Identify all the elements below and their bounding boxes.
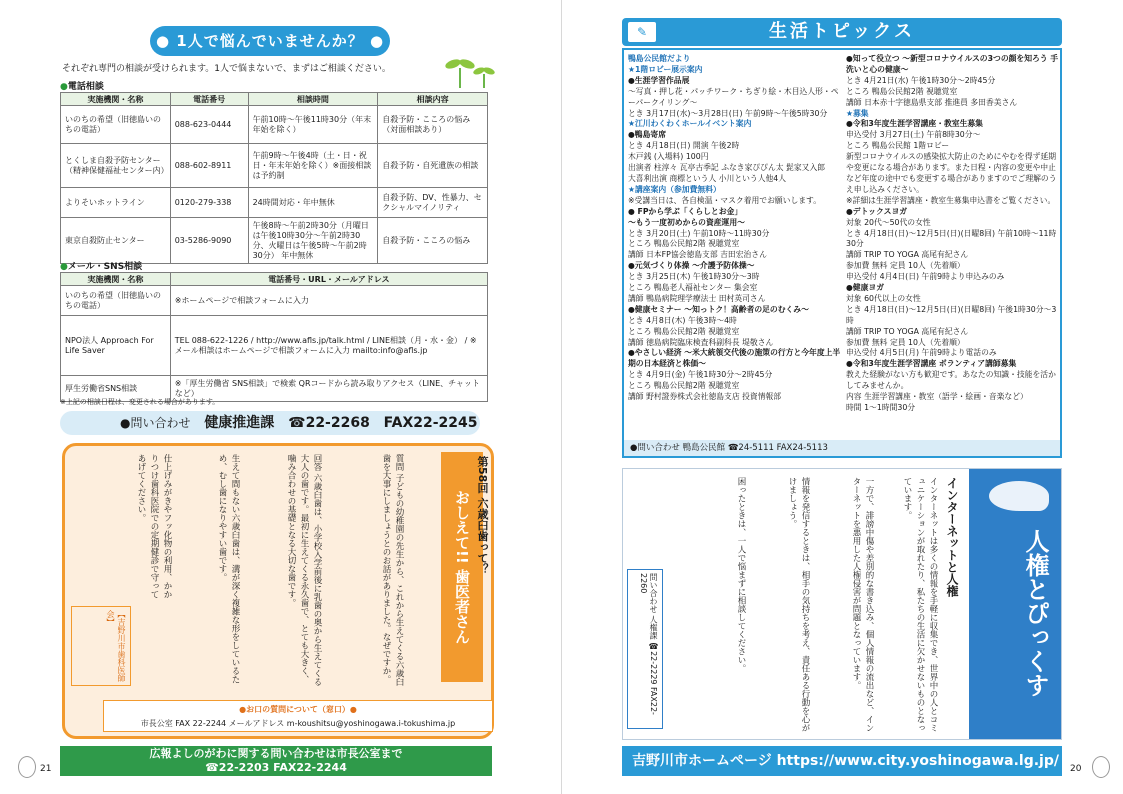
schedule-note: ※上記の相談日程は、変更される場合があります。 [60,398,220,406]
topics-box [622,48,1062,458]
pr-inquiry-footer: 広報よしのがわに関する問い合わせは市長公室まで ☎22-2203 FAX22-2244 [60,746,492,776]
sprout-icon [440,48,500,88]
event-detail: ※受講当日は、各自検温・マスク着用でお願いします。 [628,195,822,205]
dentist-column-subtitle: 第58回 六歳臼歯って？ [476,456,489,575]
topics-column-left [628,54,842,403]
table-cell: いのちの希望（旧徳島いのちの電話） [61,106,171,144]
event-detail: 申込受付 3月27日(土) 午前8時30分～ [846,130,981,140]
event-title: ●デトックスヨガ [846,206,908,216]
event-detail: ところ 鴨島公民館 1階ロビー [846,141,950,151]
table-cell: 自殺予防・こころの悩み [378,218,488,264]
phone-consult-table [60,92,488,264]
dentist-column [62,443,494,739]
event-detail: とき 3月25日(木) 午後1時30分～3時 [628,272,760,282]
column-header: 相談内容 [378,93,488,106]
topics-header: ✎ 生活トピックス [622,18,1062,46]
lead-text: それぞれ専門の相談が受けられます。1人で悩まないで、まずはご相談ください。 [62,64,391,74]
dental-association-label: 【吉野川市歯科医師会】 [71,606,131,686]
event-title: ●健康ヨガ [846,283,884,293]
table-cell: 午前9時～午後4時（土・日・祝日・年末年始を除く）※面接相談は予約制 [248,144,378,188]
event-detail: 内容 生涯学習講座・教室（語学・絵画・音楽など） [846,392,1028,402]
city-website-link[interactable]: 吉野川市ホームページ https://www.city.yoshinogawa.lg.jp/ [622,746,1062,776]
topics-heading: ★募集 [846,108,869,118]
topics-column-right [846,54,1060,414]
table-cell: ※「厚生労働省 SNS相談」で検索 QRコードから読み取りアクセス（LINE、チャットなど） [170,376,487,402]
human-rights-text: インターネットは多くの情報を手軽に収集でき、世界中の人とコミュニケーションが取れたり、私たちの生活に欠かせないものとなっています。 [902,477,938,732]
table-row [61,218,488,264]
event-detail: 講師 野村證券株式会社徳島支店 投資情報部 [628,392,782,402]
event-detail: 教えた経験がない方も歓迎です。あなたの知識・技能を活かしてみませんか。 [846,370,1056,391]
dentist-column-text: 回答 六歳臼歯は、小学校入学前後に乳歯の奥から生えてくる大人の歯です。最初に生えてくる永久歯で、とても大きく、噛み合わせの基礎となる大切な歯です。 [286,454,322,687]
dentist-column-text: 生えて間もない六歳臼歯は、溝が深く複雑な形をしているため、むし歯になりやすい歯です。 [217,454,240,684]
inquiry-fax: FAX22-2245 [383,415,478,431]
event-detail: 講師 TRIP TO YOGA 高尾有紀さん [846,250,969,260]
human-rights-text: 一方で、誹謗中傷や差別的な書き込み、個人情報の流出など、インターネットを悪用した人権侵害が問題となっています。 [851,477,874,732]
table-cell: TEL 088-622-1226 / http://www.afls.jp/talk.html / LINE相談（月・水・金） / ※メール相談はホームページで相談フォームに入力 mailto:info@afls.jp [170,316,487,376]
mail-section-title: ●メール・SNS相談 [60,262,143,272]
event-detail: とき 3月20日(土) 午前10時～11時30分 [628,228,770,238]
table-cell: 088-623-0444 [170,106,248,144]
event-detail: とき 3月17日(水)～3月28日(日) 午前9時～午後5時30分 [628,108,828,118]
event-detail: 講師 TRIP TO YOGA 高尾有紀さん [846,326,969,336]
human-rights-text: 困ったときは、一人で悩まずに相談してください。 [736,477,746,673]
topics-heading: ★江川わくわくホールイベント案内 [628,119,752,129]
event-title: ●知って役立つ ～新型コロナウイルスの3つの顔を知ろう 手洗いと心の健康～ [846,54,1059,74]
table-row [61,188,488,218]
table-cell: ※ホームページで相談フォームに入力 [170,286,487,316]
inquiry-tel: ☎22-2268 [288,415,370,431]
table-cell: とくしま自殺予防センター（精神保健福祉センター内） [61,144,171,188]
event-detail: 講師 日本赤十字徳島県支部 推進員 多田香美さん [846,97,1018,107]
event-detail: 対象 20代～50代の女性 [846,217,931,227]
event-detail: 講師 徳島病院臨床検査科副科長 堤敬さん [628,337,774,347]
table-cell: 東京自殺防止センター [61,218,171,264]
event-detail: 申込受付 4月5日(月) 午前9時より電話のみ [846,348,997,358]
column-header: 電話番号 [170,93,248,106]
event-detail: ところ 鴨島公民館2階 視聴覚室 [846,86,958,96]
dentist-column-text: 質問 子どもの幼稚園の先生から、これから生えてくる六歳臼歯を大事にしましょうとのお話がありました。なぜですか。 [381,454,404,687]
human-rights-text: 情報を発信するときは、相手の気持ちを考え、責任ある行動を心がけましょう。 [787,477,810,732]
column-header: 相談時間 [248,93,378,106]
event-title: ●元気づくり体操 ～介護予防体操～ [628,261,755,271]
dentist-contact-box: ●お口の質問について（窓口）● 市長公室 FAX 22-2244 メールアドレス m-koushitsu@yoshinogawa.i-tokushima.jp [103,700,493,732]
table-cell: 自殺予防・こころの悩み（対面相談あり） [378,106,488,144]
event-detail: ところ 鴨島公民館2階 視聴覚室 [628,239,740,249]
rabbit-mascot-icon [18,756,36,778]
mail-sns-table [60,272,488,402]
event-detail: 新型コロナウイルスの感染拡大防止のためにやむを得ず延期や変更になる場合があります。また日程・内容の変更や中止など年度の途中でも変更する場合がありますのでご理解のうえ申し込みください。 [846,152,1057,194]
human-rights-title: 人権とぴっくす [1021,529,1049,697]
table-cell: 午後8時～午前2時30分（月曜日は午後10時30分～午前2時30分、火曜日は午後5時～午前2時30分） 年中無休 [248,218,378,264]
dentist-column-title: おしえて!! 歯医者さん [441,452,483,682]
column-header: 電話番号・URL・メールアドレス [170,273,487,286]
page-number: 20 [1070,764,1082,774]
event-title: ●令和3年度生涯学習講座 ボランティア講師募集 [846,359,1017,369]
event-detail: とき 4月18日(日) 開演 午後2時 [628,141,740,151]
inquiry-bar: ●問い合わせ 健康推進課 ☎22-2268 FAX22-2245 [60,411,480,435]
table-row [61,106,488,144]
event-detail: ところ 鴨島公民館2階 視聴覚室 [628,326,740,336]
event-title: ●生涯学習作品展 [628,75,690,85]
event-title: ～もう一度初めからの資産運用～ [628,217,745,227]
table-cell: 088-602-8911 [170,144,248,188]
event-detail: 申込受付 4月4日(日) 午前9時より申込みのみ [846,272,1005,282]
table-row [61,286,488,316]
table-cell: NPO法人 Approach For Life Saver [61,316,171,376]
table-cell: 自殺予防・自死遺族の相談 [378,144,488,188]
event-detail: ※詳細は生涯学習講座・教室生募集申込書をご覧ください。 [846,195,1056,205]
rabbit-mascot-icon [1092,756,1110,778]
page-number: 21 [40,764,52,774]
column-header: 実施機関・名称 [61,273,171,286]
left-page [0,0,561,794]
topics-inquiry: ●問い合わせ 鴨島公民館 ☎24-5111 FAX24-5113 [624,440,1060,456]
event-title: ●健康セミナー ～知っトク！高齢者の足のむくみ～ [628,304,809,314]
column-header: 実施機関・名称 [61,93,171,106]
table-cell: 03-5286-9090 [170,218,248,264]
event-detail: 時間 1～1時間30分 [846,403,916,412]
page-title: ● 1人で悩んでいませんか？ ● [150,26,390,56]
event-detail: 出演者 柱淳々 瓦亭古季記 ふなき家ぴぴん太 髭家又入郎 [628,163,826,173]
table-cell: 24時間対応・年中無休 [248,188,378,218]
event-detail: とき 4月18日(日)～12月5日(日)(日曜8回) 午後1時30分～3時 [846,304,1057,325]
event-title: ●やさしい経済 ～米大統領交代後の施策の行方と今年度上半期の日本経済と株価～ [628,348,841,369]
topics-heading: 鴨島公民館だより [628,54,691,63]
event-detail: 講師 日本FP協会徳島支部 吉田宏治さん [628,250,767,260]
table-cell: よりそいホットライン [61,188,171,218]
table-cell: 厚生労働省SNS相談 [61,376,171,402]
right-page [562,0,1123,794]
event-title: ● FPから学ぶ「くらしとお金」 [628,206,743,216]
table-row [61,144,488,188]
table-cell: いのちの希望（旧徳島いのちの電話） [61,286,171,316]
human-rights-column [622,468,1062,740]
event-detail: 大喜利出演 商標という人 小川という人他4人 [628,173,787,183]
table-cell: 0120-279-338 [170,188,248,218]
event-detail: とき 4月18日(日)～12月5日(日)(日曜8回) 午前10時～11時30分 [846,228,1057,249]
dentist-column-text: 仕上げみがきやフッ化物の利用、かかりつけ歯科医院での定期健診で守ってあげてください。 [136,454,172,599]
event-detail: 参加費 無料 定員 10人（先着順） [846,337,965,347]
event-detail: とき 4月9日(金) 午後1時30分～2時45分 [628,370,773,380]
event-detail: とき 4月21日(水) 午後1時30分～2時45分 [846,75,996,85]
event-detail: ～写真・押し花・パッチワーク・ちぎり絵・木目込人形・ペーパークイリング～ [628,86,839,107]
event-detail: とき 4月8日(木) 午後3時～4時 [628,315,737,325]
event-detail: 対象 60代以上の女性 [846,293,921,303]
table-cell: 自殺予防、DV、性暴力、セクシャルマイノリティ [378,188,488,218]
event-detail: ところ 鴨島公民館2階 視聴覚室 [628,381,740,391]
topics-heading: ★1階ロビー展示案内 [628,64,703,74]
human-rights-inquiry: 問い合わせ 人権課 ☎22-2229 FAX22-2260 [627,569,663,729]
event-detail: 参加費 無料 定員 10人（先着順） [846,261,965,271]
table-row [61,316,488,376]
pencil-icon: ✎ [628,22,656,42]
inquiry-dept: 健康推進課 [204,415,275,431]
event-title: ●鴨島寄席 [628,130,666,140]
topics-heading: ★講座案内（参加費無料） [628,184,721,194]
table-cell: 午前10時～午後11時30分（年末年始を除く） [248,106,378,144]
event-detail: ところ 鴨島老人福祉センター 集会室 [628,283,758,293]
dove-icon [989,481,1049,511]
event-detail: 木戸銭 (入場料) 100円 [628,152,709,162]
event-title: ●令和3年度生涯学習講座・教室生募集 [846,119,983,129]
phone-section-title: ●電話相談 [60,82,104,92]
event-detail: 講師 鴨島病院理学療法士 田村英司さん [628,293,766,303]
human-rights-heading: インターネットと人権 [945,477,959,597]
